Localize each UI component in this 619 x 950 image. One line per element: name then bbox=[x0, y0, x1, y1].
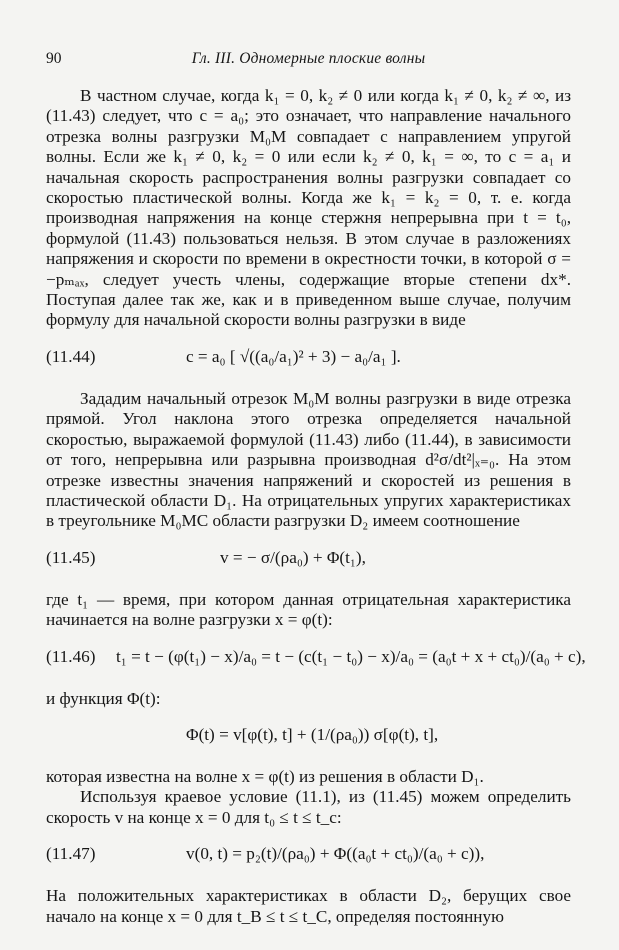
page-number: 90 bbox=[46, 50, 62, 67]
equation-body: t₁ = t − (φ(t₁) − x)/a₀ = t − (c(t₁ − t₀) − x)/a₀ = (a₀t + x + ct₀)/(a₀ + c), bbox=[116, 646, 586, 666]
equation-body: v = − σ/(ρa₀) + Φ(t₁), bbox=[220, 547, 366, 567]
paragraph: Используя краевое условие (11.1), из (11.45) можем определить скорость v на конце x = 0 для t₀ ≤ t ≤ t_c: bbox=[46, 787, 571, 827]
paragraph: где t₁ — время, при котором данная отрицательная характеристика начинается на волне разгрузки x = φ(t): bbox=[46, 589, 571, 630]
equation-phi bbox=[46, 723, 571, 747]
equation-11-47 bbox=[46, 842, 571, 866]
equation-body: v(0, t) = p₂(t)/(ρa₀) + Φ((a₀t + ct₀)/(a₀ + c)), bbox=[186, 844, 485, 864]
paragraph: Зададим начальный отрезок M₀M волны разгрузки в виде отрезка прямой. Угол наклона этого отрезка определяется начальной скоростью, выражаемой формулой (11.43) либо (11.44), в зависимости от того, непрерывна или разрывна производная d²σ/dt²|ₓ₌₀. На этом отрезке известны значения напряжений и скоростей из решения в пластической области D₁. На отрицательных упругих характеристиках в треугольнике M₀MC области разгрузки D₂ имеем соотношение bbox=[46, 388, 571, 531]
paragraph: На положительных характеристиках в области D₂, берущих свое начало на конце x = 0 для t_B ≤ t ≤ t_C, определяя постоянную bbox=[46, 886, 571, 926]
equation-number: (11.44) bbox=[46, 346, 96, 366]
equation-number: (11.45) bbox=[46, 547, 96, 567]
paragraph: и функция Φ(t): bbox=[46, 688, 161, 708]
text-body bbox=[46, 86, 586, 927]
equation-body: Φ(t) = v[φ(t), t] + (1/(ρa₀)) σ[φ(t), t], bbox=[186, 724, 439, 744]
equation-body: c = a₀ [ √((a₀/a₁)² + 3) − a₀/a₁ ]. bbox=[186, 346, 401, 366]
page-header bbox=[46, 50, 571, 70]
paragraph: В частном случае, когда k₁ = 0, k₂ ≠ 0 или когда k₁ ≠ 0, k₂ ≠ ∞, из (11.43) следует, что c = a₀; это означает, что направление начального отрезка волны разгрузки M₀M совпадает с направлением упругой волны. Если же k₁ ≠ 0, k₂ = 0 или если k₂ ≠ 0, k₁ = ∞, то c = a₁ и начальная скорость распространения волны разгрузки совпадает со скоростью пластической волны. Когда же k₁ = k₂ = 0, т. е. когда производная напряжения на конце стержня непрерывна при t = t₀, формулой (11.43) пользоваться нельзя. В этом случае в разложениях напряжения и скорости по времени в окрестности точки, в которой σ = −pₘₐₓ, следует учесть члены, содержащие вторые степени dx*. Поступая далее так же, как и в приведенном выше случае, получим формулу для начальной скорости волны разгрузки в виде bbox=[46, 86, 571, 330]
equation-number: (11.47) bbox=[46, 844, 96, 864]
running-title: Гл. III. Одномерные плоские волны bbox=[191, 50, 426, 67]
equation-number: (11.46) bbox=[46, 646, 96, 666]
paragraph: которая известна на волне x = φ(t) из решения в области D₁. bbox=[46, 766, 484, 786]
equation-11-45 bbox=[46, 546, 571, 570]
equation-11-44 bbox=[46, 345, 571, 369]
equation-11-46 bbox=[46, 645, 586, 669]
